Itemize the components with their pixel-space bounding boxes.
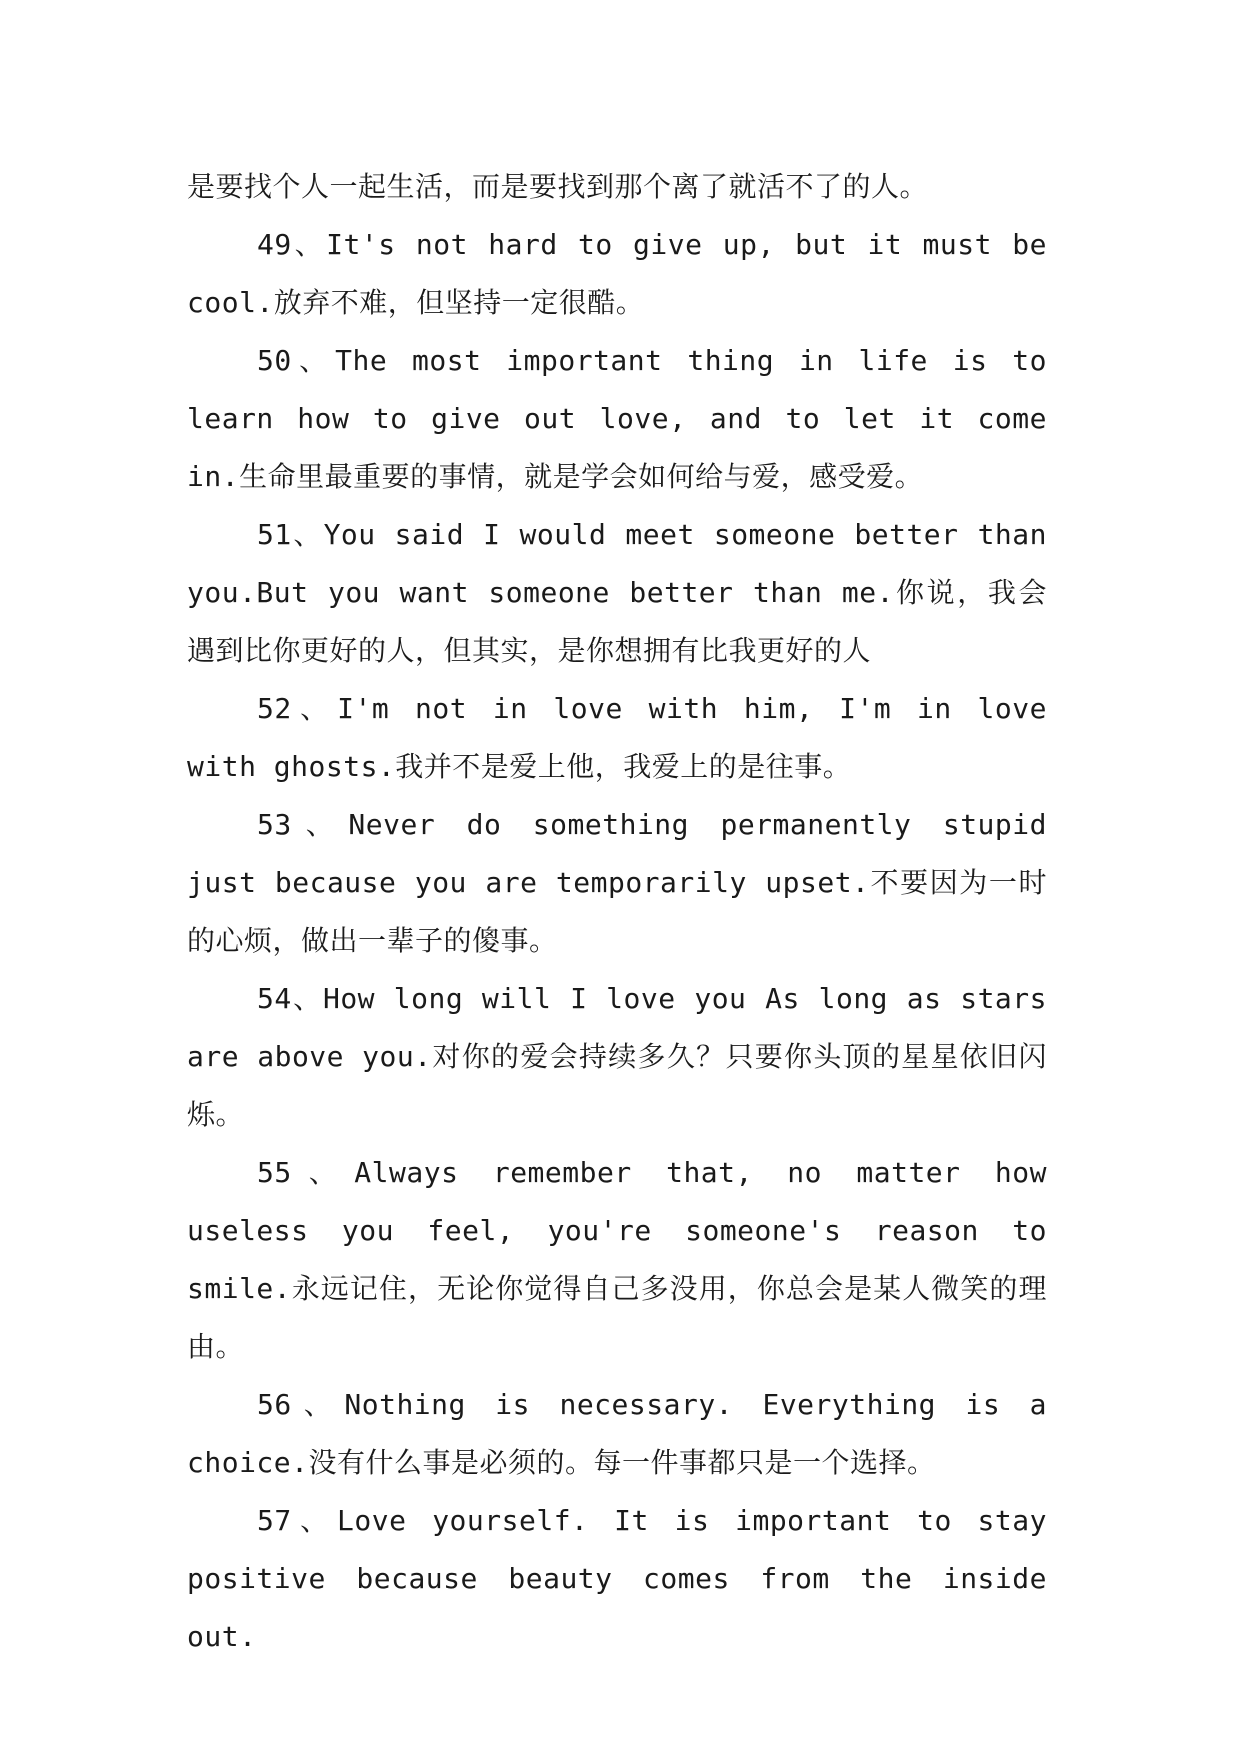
document-body (187, 158, 1047, 1666)
paragraph-56: 56、Nothing is necessary. Everything is a choice.没有什么事是必须的。每一件事都只是一个选择。 (187, 1388, 1047, 1479)
paragraph-48-continuation: 是要找个人一起生活，而是要找到那个离了就活不了的人。 (187, 170, 929, 203)
paragraph-54: 54、How long will I love you As long as stars are above you.对你的爱会持续多久？只要你头顶的星星依旧闪烁。 (187, 982, 1047, 1131)
paragraph-55: 55、Always remember that, no matter how useless you feel, you're someone's reason to smile.永远记住，无论你觉得自己多没用，你总会是某人微笑的理由。 (187, 1156, 1047, 1363)
paragraph-50: 50、The most important thing in life is to learn how to give out love, and to let it come in.生命里最重要的事情，就是学会如何给与爱，感受爱。 (187, 344, 1047, 493)
paragraph-53: 53、Never do something permanently stupid just because you are temporarily upset.不要因为一时的心烦，做出一辈子的傻事。 (187, 808, 1047, 957)
paragraph-57: 57、Love yourself. It is important to stay positive because beauty comes from the inside out. (187, 1504, 1047, 1653)
paragraph-51: 51、You said I would meet someone better than you.But you want someone better than me.你说，我会遇到比你更好的人，但其实，是你想拥有比我更好的人 (187, 518, 1047, 667)
paragraph-52: 52、I'm not in love with him, I'm in love with ghosts.我并不是爱上他，我爱上的是往事。 (187, 692, 1047, 783)
paragraph-49: 49、It's not hard to give up, but it must be cool.放弃不难，但坚持一定很酷。 (187, 228, 1047, 319)
